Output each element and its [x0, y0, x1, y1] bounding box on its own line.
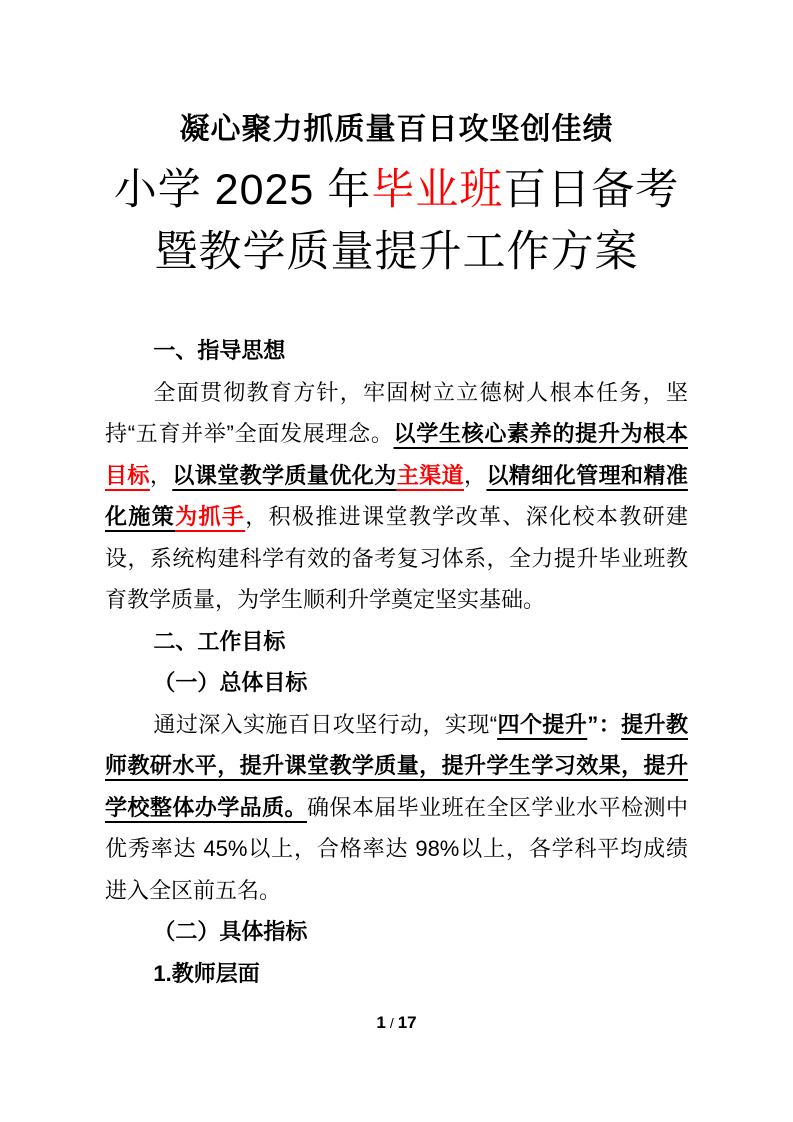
text-run: ，: [149, 462, 173, 488]
emphasis-underline-run: 以学生核心素养的提升为根本: [393, 421, 688, 446]
bold-run: ”：: [587, 711, 622, 737]
text-run: ，: [464, 462, 487, 488]
section-heading-guiding-ideology: 一、指导思想: [153, 338, 286, 363]
text-run: 确保本届毕业班在全区学业水平检测中优秀率达 45%以上，合格率达 98%以上，各学科平均成绩进入全区前五名。: [105, 794, 688, 903]
page-number: [0, 1013, 793, 1033]
document-title-line1: [0, 159, 793, 221]
section-heading-work-goals: 二、工作目标: [153, 628, 286, 654]
text-run: 通过深入实施百日攻坚行动，实现“: [153, 711, 498, 737]
emphasis-underline-run: 四个提升: [497, 711, 588, 737]
title-run: 百日备考: [503, 166, 680, 214]
subsection-heading-overall-goal: （一）总体目标: [153, 670, 308, 695]
document-body: [105, 330, 688, 994]
text-run: ，积极推进课堂教学改革、深化校本教研建设，系统构建科学有效的备考复习体系，全力提升毕业班教育教学质量，为学生顺利升学奠定坚实基础。: [105, 504, 688, 612]
emphasis-red-run: 主渠道: [396, 462, 464, 488]
paragraph-overall-goal: [105, 704, 688, 912]
emphasis-underline-run: 以课堂教学质量优化为: [172, 462, 397, 488]
emphasis-underline-run: 以精细化管理和精准化施策: [105, 462, 688, 529]
emphasis-red-run: 为抓手: [175, 504, 246, 529]
page-number-current: 1: [376, 1013, 386, 1032]
document-title-line2: 暨教学质量提升工作方案: [154, 228, 639, 276]
title-run: 小学 2025 年: [113, 166, 372, 214]
text-run: 全面贯彻教育方针，牢固树立立德树人根本任务，坚持“五育并举”全面发展理念。: [105, 379, 688, 446]
page-number-total: 17: [397, 1013, 417, 1032]
emphasis-red-run: 目标: [105, 462, 150, 488]
page-number-separator: /: [389, 1015, 394, 1031]
subsection-heading-specific-indicators: （二）具体指标: [153, 919, 308, 944]
document-subtitle: 凝心聚力抓质量百日攻坚创佳绩: [179, 113, 614, 146]
title-block: [0, 0, 793, 283]
paragraph-guiding-ideology: [105, 372, 688, 621]
subsection-heading-teacher-level: 1.教师层面: [153, 960, 260, 986]
emphasis-underline-run: 提升教师教研水平，提升课堂教学质量，提升学生学习效果，提升学校整体办学品质。: [105, 711, 688, 820]
title-run-red-highlight: 毕业班: [371, 166, 504, 214]
